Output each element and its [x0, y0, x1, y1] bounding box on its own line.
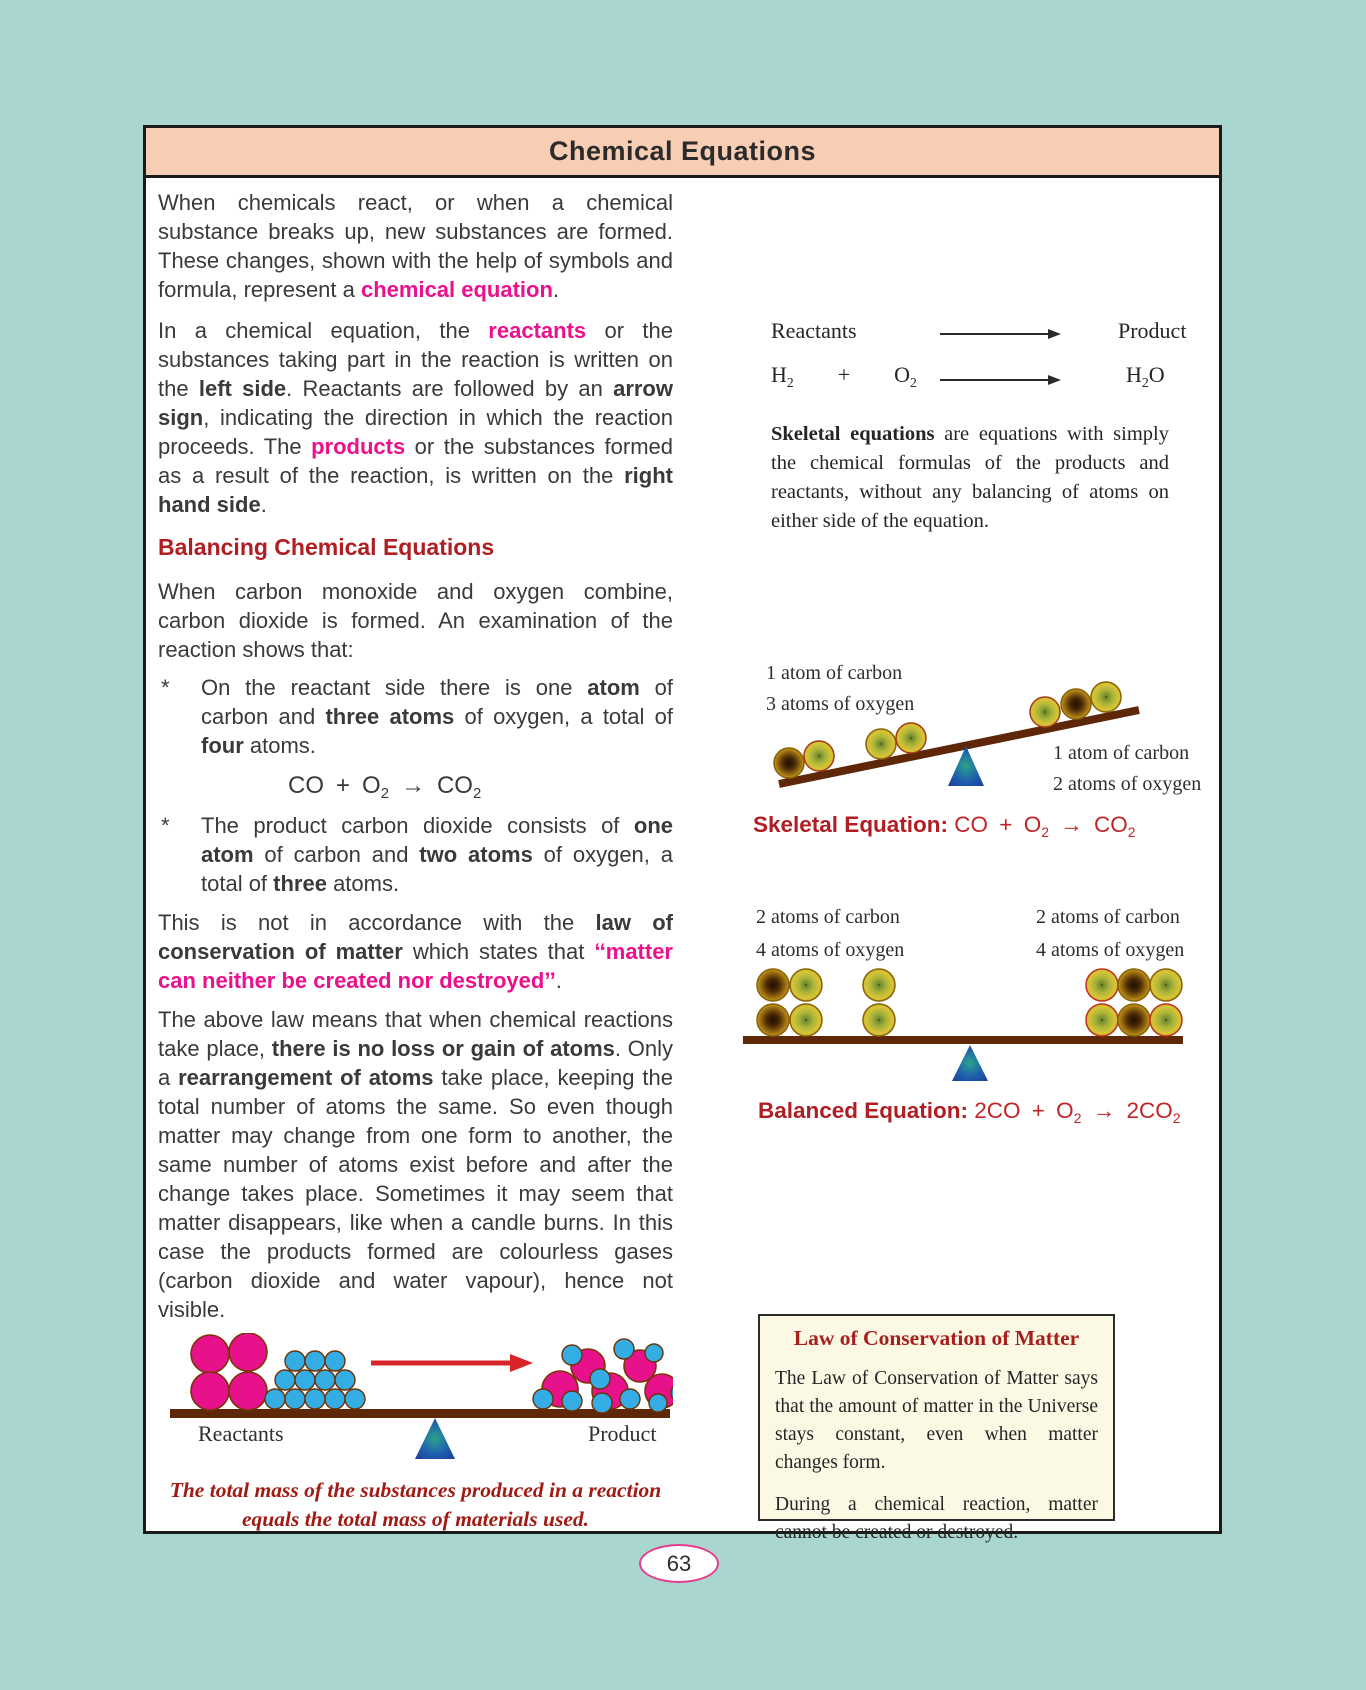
balanced-equation-label: Balanced Equation:: [758, 1098, 969, 1123]
oxygen-atom: [1150, 969, 1182, 1001]
co-o2-equation: CO + $O_2$ → $CO_2$: [288, 772, 482, 803]
carbon-atom: [1118, 969, 1150, 1001]
reactants-label: Reactants: [198, 1421, 284, 1446]
oxygen-atom: [1086, 969, 1118, 1001]
law-of-conservation-box: [758, 1314, 1115, 1543]
page-number-badge: [639, 1544, 719, 1583]
reactant-blue-molecules: [265, 1351, 365, 1409]
bullet-item-product-side: [158, 811, 673, 898]
formula-equation-lhs: $H_2$ + $O_2$: [771, 362, 917, 390]
oxygen-atom: [1150, 1004, 1182, 1036]
oxygen-atom: [1091, 682, 1121, 712]
mass-balance-diagram: [158, 1333, 673, 1463]
product-molecule-cluster: [533, 1339, 673, 1413]
bullet-item-reactant-side: [158, 673, 673, 760]
content-sheet: [143, 125, 1222, 1543]
seesaw1-left-labels: 1 atom of carbon 3 atoms of oxygen: [766, 662, 915, 715]
oxygen-atom: [866, 729, 896, 759]
page-number: 63: [666, 1550, 692, 1576]
carbon-atom: [757, 1004, 789, 1036]
law-box-paragraph-1: The Law of Conservation of Matter says that the amount of matter in the Universe stays constant, even when matter changes form.: [775, 1368, 1098, 1473]
word-equation-product: Product: [1118, 318, 1187, 343]
balanced-balance-diagram: [693, 893, 1203, 1093]
reactant-pink-molecules: [191, 1333, 267, 1410]
fulcrum-icon: [952, 1045, 988, 1081]
fulcrum-icon: [415, 1418, 455, 1459]
intro-paragraph: When chemicals react, or when a chemical substance breaks up, new substances are formed. These changes, shown with the help of symbols and formula, represent a chemical equation.: [158, 190, 673, 302]
skeletal-balance-diagram: [696, 603, 1206, 813]
asterisk-marker: *: [161, 675, 170, 700]
oxygen-atom: [896, 723, 926, 753]
page-header: [146, 128, 1219, 178]
skeletal-equation-formula: CO + $O_2$ → $CO_2$: [948, 812, 1136, 840]
seesaw2-right-labels: 2 atoms of carbon 4 atoms of oxygen: [1036, 906, 1185, 961]
balanced-equation-formula: 2CO + $O_2$ → $2CO_2$: [968, 1098, 1181, 1126]
skeletal-equation-line: [753, 812, 1135, 838]
oxygen-atom: [790, 1004, 822, 1036]
seesaw1-right-labels: 1 atom of carbon 2 atoms of oxygen: [1053, 742, 1202, 795]
skeletal-equations-paragraph: Skeletal equations are equations with simply the chemical formulas of the products and reactants, without any balancing of atoms on either side of the equation.: [771, 423, 1169, 532]
right-arrow-icon: [940, 374, 1062, 386]
formula-equation-rhs: $H_2O$: [1126, 362, 1165, 390]
oxygen-atom: [863, 1004, 895, 1036]
oxygen-atom: [863, 969, 895, 1001]
conservation-law-paragraph: This is not in accordance with the law of conservation of matter which states that ‘‘matter can neither be created nor destroyed’’.: [158, 910, 673, 993]
equation-structure-paragraph: In a chemical equation, the reactants or the substances taking part in the reaction is written on the left side. Reactants are followed by an arrow sign, indicating the direction in which the reaction proceeds. The products or the substances formed as a result of the reaction, is written on the right hand side.: [158, 318, 674, 517]
page-title: Chemical Equations: [548, 136, 817, 166]
asterisk-marker: *: [161, 813, 170, 838]
oxygen-atom: [1086, 1004, 1118, 1036]
skeletal-equation-label: Skeletal Equation:: [753, 812, 949, 837]
reaction-arrow-icon: [371, 1354, 533, 1372]
right-arrow-icon: [940, 328, 1062, 340]
reaction-description-paragraph: When carbon monoxide and oxygen combine, carbon dioxide is formed. An examination of the reaction shows that:: [158, 579, 673, 662]
carbon-atom: [774, 748, 804, 778]
bullet-text: The product carbon dioxide consists of one atom of carbon and two atoms of oxygen, a total of three atoms.: [201, 813, 673, 896]
oxygen-atom: [790, 969, 822, 1001]
rearrangement-paragraph: The above law means that when chemical reactions take place, there is no loss or gain of atoms. Only a rearrangement of atoms take place, keeping the total number of atoms the same. So even though matter may change from one form to another, the same number of atoms exist before and after the change takes place. Sometimes it may seem that matter disappears, like when a candle burns. In this case the products formed are colourless gases (carbon dioxide and water vapour), hence not visible.: [158, 1007, 673, 1322]
carbon-atom: [1061, 689, 1091, 719]
bullet-text: On the reactant side there is one atom of carbon and three atoms of oxygen, a total of four atoms.: [201, 675, 673, 758]
balancing-heading: Balancing Chemical Equations: [158, 534, 495, 560]
law-box-paragraph-2: During a chemical reaction, matter cannot be created or destroyed.: [775, 1494, 1098, 1543]
balanced-equation-line: [758, 1098, 1180, 1124]
oxygen-atom: [1030, 697, 1060, 727]
product-label: Product: [588, 1421, 657, 1446]
balance-beam: [743, 1036, 1183, 1044]
oxygen-atom: [804, 741, 834, 771]
carbon-atom: [1118, 1004, 1150, 1036]
left-column: [158, 180, 673, 1534]
carbon-atom: [757, 969, 789, 1001]
seesaw2-left-labels: 2 atoms of carbon 4 atoms of oxygen: [756, 906, 905, 961]
word-equation-reactants: Reactants: [771, 318, 857, 343]
mass-conservation-caption: The total mass of the substances produced in a reaction equals the total mass of materials used.: [169, 1478, 662, 1531]
law-box-title: Law of Conservation of Matter: [793, 1326, 1080, 1350]
